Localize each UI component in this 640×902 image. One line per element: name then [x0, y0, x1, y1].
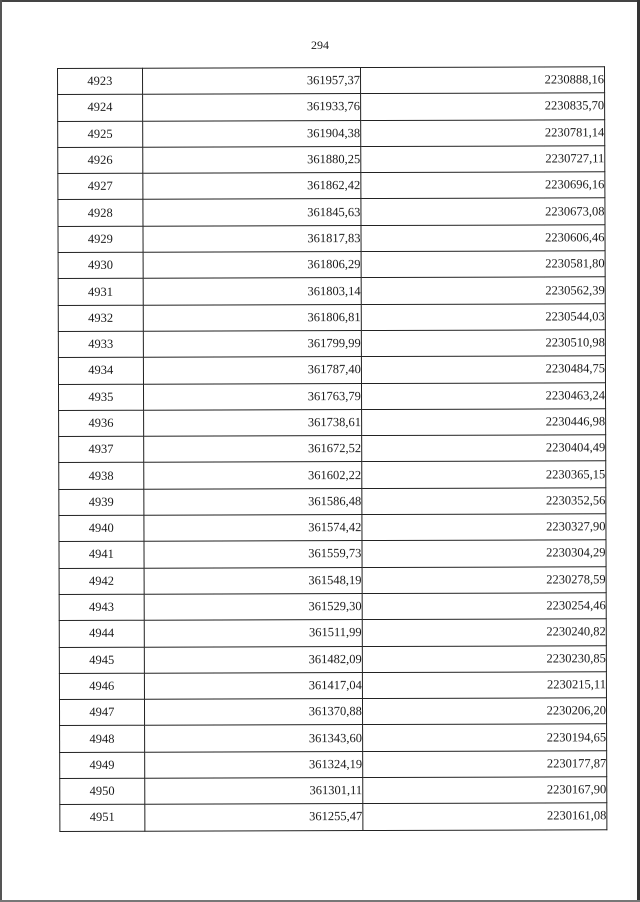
point-id-cell: 4951 — [60, 805, 145, 832]
table-row — [59, 672, 606, 700]
point-id-cell: 4923 — [58, 68, 143, 95]
y-coordinate-cell: 2230254,46 — [362, 593, 606, 620]
table-row — [58, 277, 605, 305]
y-coordinate-cell: 2230673,08 — [361, 198, 605, 225]
x-coordinate-cell: 361672,52 — [143, 436, 361, 463]
point-id-cell: 4949 — [60, 752, 145, 779]
table-row — [60, 777, 607, 805]
table-row — [58, 93, 605, 121]
x-coordinate-cell: 361417,04 — [144, 672, 362, 699]
table-row — [59, 566, 606, 594]
table-row — [60, 803, 607, 831]
y-coordinate-cell: 2230463,24 — [361, 382, 605, 409]
y-coordinate-cell: 2230888,16 — [360, 67, 604, 94]
table-row — [59, 514, 606, 542]
table-row — [58, 172, 605, 200]
table-row — [58, 330, 605, 358]
point-id-cell: 4934 — [58, 357, 143, 384]
point-id-cell: 4950 — [60, 778, 145, 805]
x-coordinate-cell: 361862,42 — [143, 173, 361, 200]
x-coordinate-cell: 361763,79 — [143, 383, 361, 410]
y-coordinate-cell: 2230215,11 — [362, 672, 606, 699]
x-coordinate-cell: 361586,48 — [144, 488, 362, 515]
table-row — [58, 198, 605, 226]
point-id-cell: 4935 — [58, 384, 143, 411]
page-number: 294 — [311, 38, 329, 52]
x-coordinate-cell: 361574,42 — [144, 515, 362, 542]
y-coordinate-cell: 2230365,15 — [362, 461, 606, 488]
table-row — [58, 356, 605, 384]
x-coordinate-cell: 361511,99 — [144, 620, 362, 647]
table-row — [59, 435, 606, 463]
point-id-cell: 4944 — [59, 620, 144, 647]
y-coordinate-cell: 2230230,85 — [362, 645, 606, 672]
table-row — [59, 488, 606, 516]
x-coordinate-cell: 361548,19 — [144, 567, 362, 594]
x-coordinate-cell: 361799,99 — [143, 331, 361, 358]
x-coordinate-cell: 361904,38 — [142, 120, 360, 147]
x-coordinate-cell: 361880,25 — [142, 146, 360, 173]
table-row — [59, 461, 606, 489]
point-id-cell: 4936 — [59, 410, 144, 437]
x-coordinate-cell: 361482,09 — [144, 646, 362, 673]
x-coordinate-cell: 361301,11 — [144, 778, 362, 805]
y-coordinate-cell: 2230177,87 — [363, 750, 607, 777]
coordinate-table-body — [58, 67, 607, 831]
point-id-cell: 4927 — [58, 173, 143, 200]
y-coordinate-cell: 2230781,14 — [361, 119, 605, 146]
table-row — [59, 698, 606, 726]
x-coordinate-cell: 361817,83 — [143, 225, 361, 252]
y-coordinate-cell: 2230510,98 — [361, 330, 605, 357]
point-id-cell: 4924 — [58, 95, 143, 122]
table-row — [58, 119, 605, 147]
point-id-cell: 4928 — [58, 200, 143, 227]
table-row — [59, 619, 606, 647]
table-row — [60, 750, 607, 778]
x-coordinate-cell: 361845,63 — [143, 199, 361, 226]
y-coordinate-cell: 2230240,82 — [362, 619, 606, 646]
scan-edge-top — [0, 0, 640, 2]
x-coordinate-cell: 361933,76 — [142, 94, 360, 121]
y-coordinate-cell: 2230446,98 — [361, 409, 605, 436]
table-row — [58, 225, 605, 253]
table-row — [59, 645, 606, 673]
x-coordinate-cell: 361324,19 — [144, 751, 362, 778]
x-coordinate-cell: 361803,14 — [143, 278, 361, 305]
point-id-cell: 4937 — [59, 436, 144, 463]
table-row — [58, 146, 605, 174]
point-id-cell: 4948 — [60, 726, 145, 753]
y-coordinate-cell: 2230562,39 — [361, 277, 605, 304]
y-coordinate-cell: 2230194,65 — [362, 724, 606, 751]
scan-edge-left — [0, 0, 2, 902]
point-id-cell: 4947 — [59, 699, 144, 726]
point-id-cell: 4941 — [59, 542, 144, 569]
point-id-cell: 4946 — [59, 673, 144, 700]
y-coordinate-cell: 2230544,03 — [361, 303, 605, 330]
table-row — [58, 303, 605, 331]
y-coordinate-cell: 2230404,49 — [362, 435, 606, 462]
x-coordinate-cell: 361806,81 — [143, 304, 361, 331]
x-coordinate-cell: 361957,37 — [142, 68, 360, 95]
table-row — [58, 67, 605, 95]
y-coordinate-cell: 2230835,70 — [360, 93, 604, 120]
point-id-cell: 4945 — [59, 647, 144, 674]
point-id-cell: 4943 — [59, 594, 144, 621]
point-id-cell: 4930 — [58, 252, 143, 279]
y-coordinate-cell: 2230727,11 — [361, 146, 605, 173]
table-row — [59, 593, 606, 621]
y-coordinate-cell: 2230696,16 — [361, 172, 605, 199]
x-coordinate-cell: 361370,88 — [144, 699, 362, 726]
point-id-cell: 4942 — [59, 568, 144, 595]
point-id-cell: 4925 — [58, 121, 143, 148]
y-coordinate-cell: 2230167,90 — [363, 777, 607, 804]
table-row — [58, 251, 605, 279]
y-coordinate-cell: 2230278,59 — [362, 566, 606, 593]
x-coordinate-cell: 361787,40 — [143, 357, 361, 384]
point-id-cell: 4932 — [58, 305, 143, 332]
y-coordinate-cell: 2230304,29 — [362, 540, 606, 567]
table-row — [59, 409, 606, 437]
y-coordinate-cell: 2230484,75 — [361, 356, 605, 383]
table-row — [60, 724, 607, 752]
point-id-cell: 4933 — [58, 331, 143, 358]
point-id-cell: 4939 — [59, 489, 144, 516]
y-coordinate-cell: 2230206,20 — [362, 698, 606, 725]
point-id-cell: 4931 — [58, 279, 143, 306]
point-id-cell: 4938 — [59, 463, 144, 490]
point-id-cell: 4926 — [58, 147, 143, 174]
point-id-cell: 4929 — [58, 226, 143, 253]
x-coordinate-cell: 361738,61 — [143, 409, 361, 436]
y-coordinate-cell: 2230327,90 — [362, 514, 606, 541]
x-coordinate-cell: 361343,60 — [144, 725, 362, 752]
x-coordinate-cell: 361529,30 — [144, 593, 362, 620]
point-id-cell: 4940 — [59, 515, 144, 542]
coordinate-table — [57, 66, 607, 831]
y-coordinate-cell: 2230606,46 — [361, 225, 605, 252]
x-coordinate-cell: 361559,73 — [144, 541, 362, 568]
x-coordinate-cell: 361255,47 — [145, 804, 363, 831]
y-coordinate-cell: 2230161,08 — [363, 803, 607, 830]
y-coordinate-cell: 2230581,80 — [361, 251, 605, 278]
x-coordinate-cell: 361602,22 — [143, 462, 361, 489]
x-coordinate-cell: 361806,29 — [143, 252, 361, 279]
table-row — [58, 382, 605, 410]
y-coordinate-cell: 2230352,56 — [362, 488, 606, 515]
table-row — [59, 540, 606, 568]
